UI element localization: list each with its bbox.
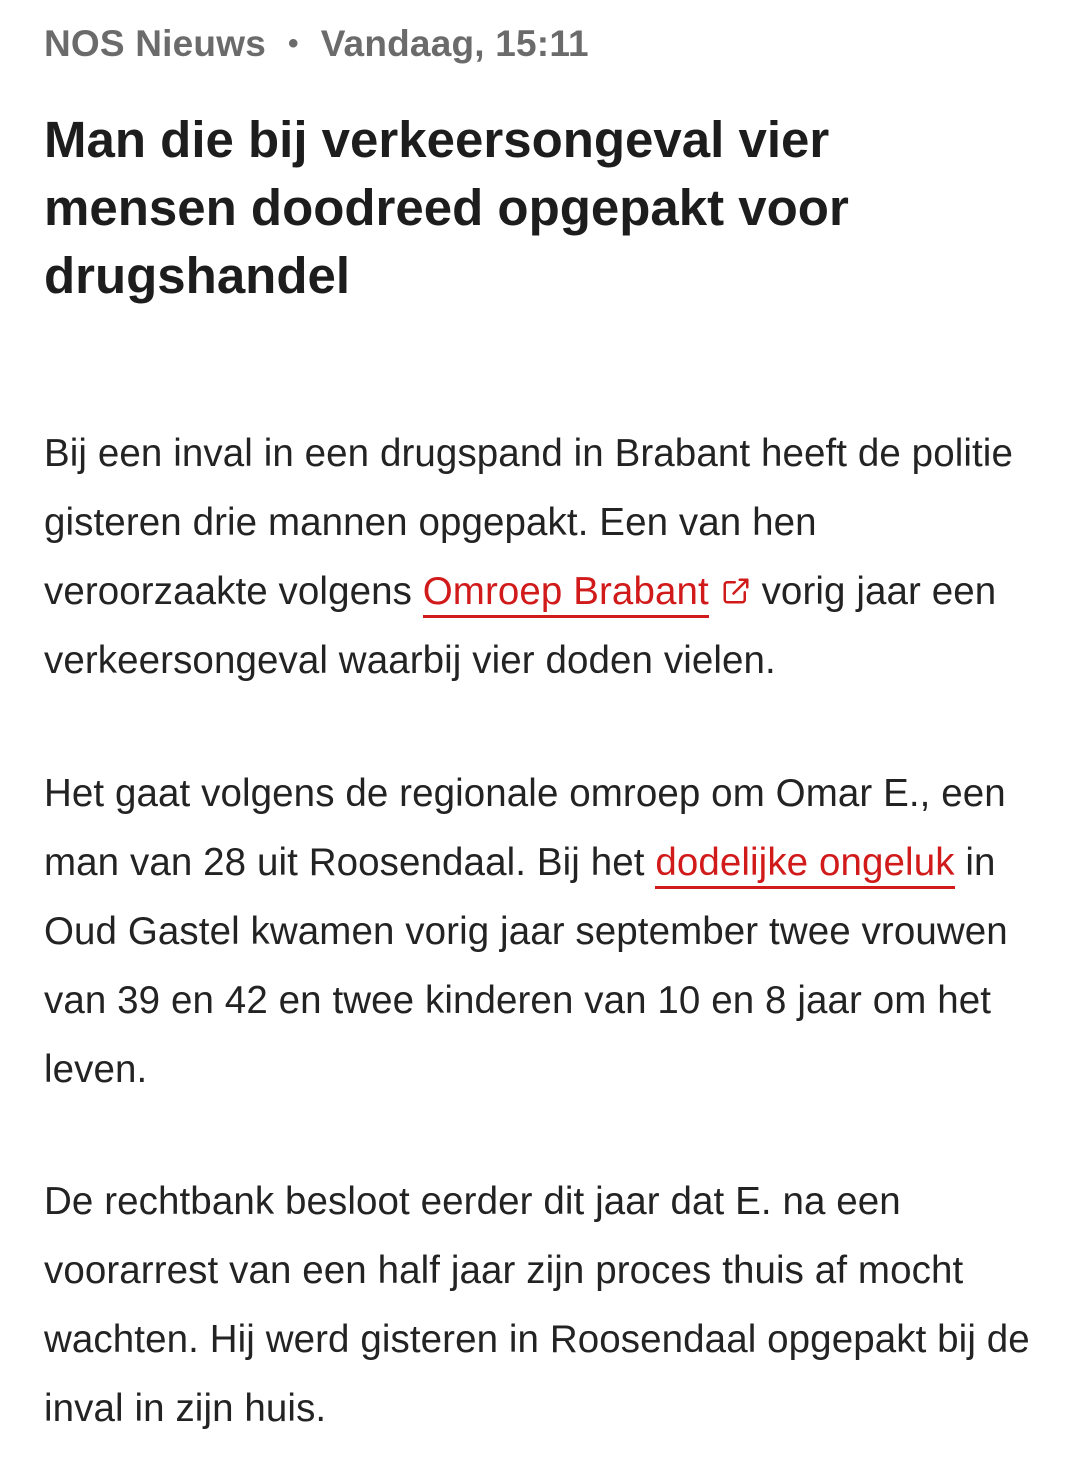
paragraph-2-text-end: in Oud Gastel kwamen vorig jaar september twee vrouwen van 39 en 42 en twee kinderen van 10 en 8 jaar om het leven. (44, 841, 1008, 1091)
source-label: NOS Nieuws (44, 23, 266, 64)
article-title: Man die bij verkeersongeval vier mensen doodreed opgepakt voor drugshandel (44, 111, 849, 304)
omroep-brabant-link[interactable]: Omroep Brabant (423, 570, 709, 618)
article-meta (44, 20, 589, 68)
external-link-icon[interactable] (721, 576, 751, 606)
paragraph-2-text-start: Het gaat volgens de regionale omroep om Omar E., een man van 28 uit Roosendaal. Bij het (44, 772, 1006, 884)
article-paragraph-2 (44, 759, 1044, 1104)
dodelijke-ongeluk-link[interactable]: dodelijke ongeluk (655, 841, 954, 889)
article-paragraph-1 (44, 419, 1044, 695)
article-paragraph-3: De rechtbank besloot eerder dit jaar dat E. na een voorarrest van een half jaar zijn proces thuis af mocht wachten. Hij werd gisteren in Roosendaal opgepakt bij de inval in zijn huis. (44, 1180, 1030, 1430)
publish-timestamp: Vandaag, 15:11 (320, 23, 589, 64)
meta-separator: • (288, 27, 299, 60)
paragraph-1-text-end: vorig jaar een verkeersongeval waarbij vier doden vielen. (44, 570, 997, 682)
paragraph-1-text-start: Bij een inval in een drugspand in Brabant heeft de politie gisteren drie mannen opgepakt. Een van hen veroorzaakte volgens (44, 432, 1013, 613)
